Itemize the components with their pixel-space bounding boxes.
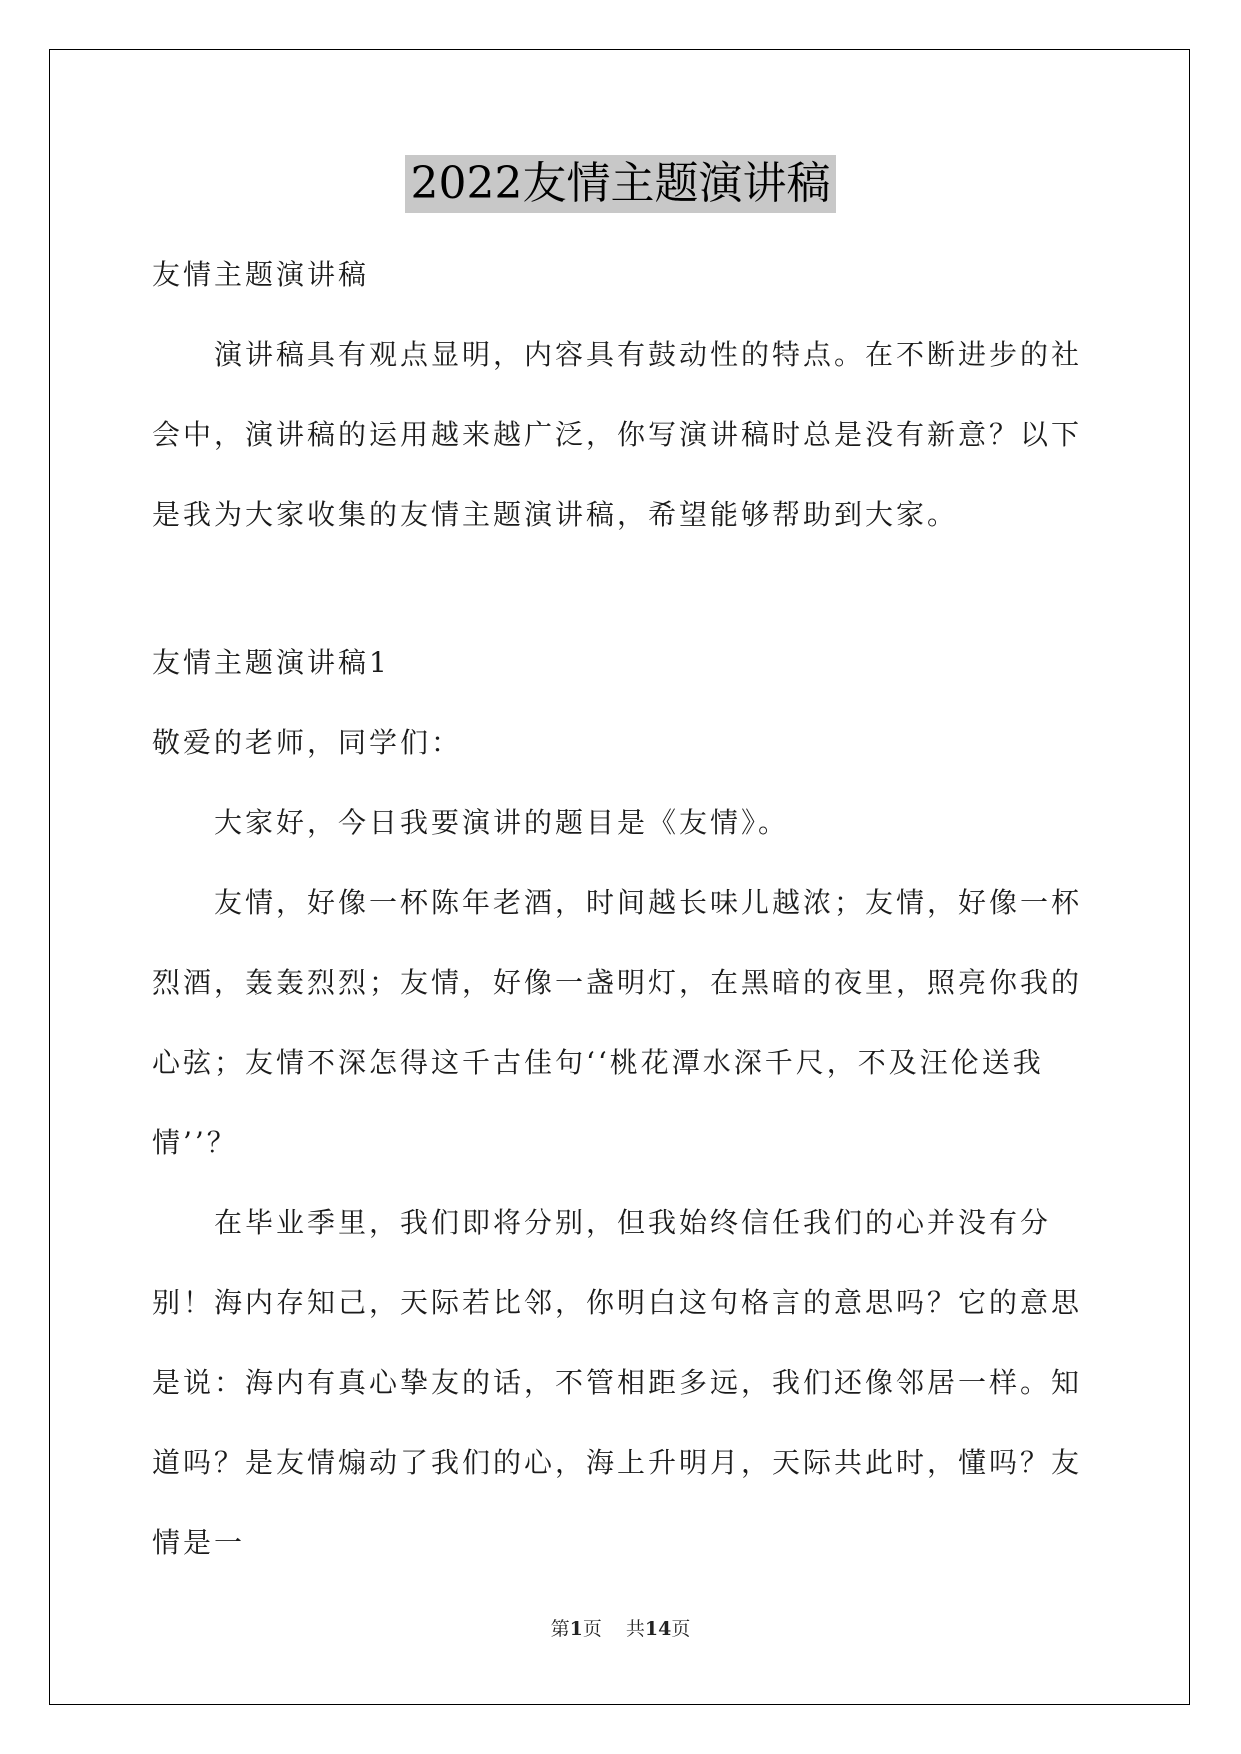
document-title-wrapper xyxy=(0,155,1241,213)
section-spacer xyxy=(152,555,1092,623)
body-paragraph: 在毕业季里，我们即将分别，但我始终信任我们的心并没有分别！海内存知己，天际若比邻，你明白这句格言的意思吗？它的意思是说：海内有真心挚友的话，不管相距多远，我们还像邻居一样。知道吗？是友情煽动了我们的心，海上升明月，天际共此时，懂吗？友情是一 xyxy=(152,1206,1083,1559)
footer-page-number: 1 xyxy=(569,1618,583,1640)
document-subtitle: 友情主题演讲稿 xyxy=(152,258,370,291)
section-heading: 友情主题演讲稿1 xyxy=(152,646,390,679)
footer-page-prefix: 第 xyxy=(550,1618,570,1640)
document-title: 2022友情主题演讲稿 xyxy=(405,155,837,213)
salutation: 敬爱的老师，同学们： xyxy=(152,726,463,759)
body-paragraph: 大家好，今日我要演讲的题目是《友情》。 xyxy=(214,806,790,839)
footer-total-pages: 14 xyxy=(644,1618,672,1640)
footer-total-prefix: 共 xyxy=(625,1618,645,1640)
footer-page-suffix: 页 xyxy=(582,1618,602,1640)
intro-paragraph: 演讲稿具有观点显明，内容具有鼓动性的特点。在不断进步的社会中，演讲稿的运用越来越广泛，你写演讲稿时总是没有新意？以下是我为大家收集的友情主题演讲稿，希望能够帮助到大家。 xyxy=(152,338,1083,531)
footer-total-suffix: 页 xyxy=(671,1618,691,1640)
document-body xyxy=(152,235,1092,1583)
page-footer xyxy=(0,1614,1241,1641)
body-paragraph: 友情，好像一杯陈年老酒，时间越长味儿越浓；友情，好像一杯烈酒，轰轰烈烈；友情，好像一盏明灯，在黑暗的夜里，照亮你我的心弦；友情不深怎得这千古佳句‘‘桃花潭水深千尺，不及汪伦送我情’’？ xyxy=(152,886,1083,1159)
